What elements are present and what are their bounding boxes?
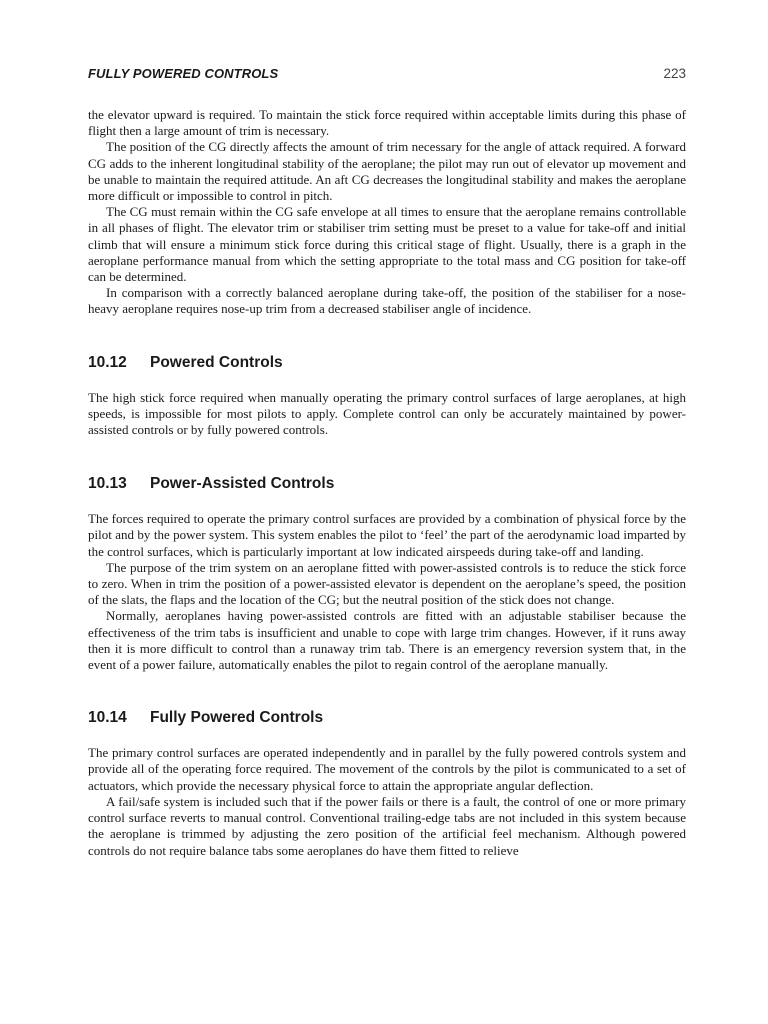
paragraph: The forces required to operate the primary control surfaces are provided by a combination of physical force by the pilot and by the power system. This system enables the pilot to ‘feel’ the part of the aerodynamic load imparted by the control surfaces, which is particularly important at low indicated airspeeds during take-off and landing.: [88, 511, 686, 559]
section-title: Powered Controls: [150, 353, 283, 371]
running-title: FULLY POWERED CONTROLS: [88, 66, 279, 81]
running-header: [88, 66, 686, 86]
section-number: 10.14: [88, 709, 127, 727]
section-heading-10-14: [88, 709, 686, 727]
section-number: 10.13: [88, 475, 127, 493]
paragraph: In comparison with a correctly balanced aeroplane during take-off, the position of the stabiliser for a nose-heavy aeroplane requires nose-up trim from a decreased stabiliser angle of incidence.: [88, 285, 686, 317]
paragraph: The primary control surfaces are operated independently and in parallel by the fully powered controls system and provide all of the operating force required. The movement of the controls by the pilot is communicated to a set of actuators, which provide the necessary physical force to attain the appropriate angular deflection.: [88, 745, 686, 793]
section-heading-10-13: [88, 475, 686, 493]
section-title: Fully Powered Controls: [150, 709, 324, 727]
document-page: [88, 66, 686, 859]
paragraph: The high stick force required when manually operating the primary control surfaces of large aeroplanes, at high speeds, is impossible for most pilots to apply. Complete control can only be accurately maintained by power-assisted controls or by fully powered controls.: [88, 389, 686, 438]
paragraph: The position of the CG directly affects the amount of trim necessary for the angle of attack required. A forward CG adds to the inherent longitudinal stability of the aeroplane; the pilot may run out of elevator up movement and be unable to maintain the required attitude. An aft CG decreases the longitudinal stability and makes the aeroplane more difficult or impossible to control in pitch.: [88, 139, 686, 204]
intro-text: [88, 86, 686, 318]
paragraph: The CG must remain within the CG safe envelope at all times to ensure that the aeroplane remains controllable in all phases of flight. The elevator trim or stabiliser trim setting must be preset to a value for take-off and initial climb that will ensure a minimum stick force during this critical stage of flight. Usually, there is a graph in the aeroplane performance manual from which the setting appropriate to the total mass and CG position for take-off can be determined.: [88, 204, 686, 285]
section-body-10-14: [88, 745, 686, 858]
paragraph: the elevator upward is required. To maintain the stick force required within acceptable limits during this phase of flight then a large amount of trim is necessary.: [88, 107, 686, 139]
section-body-10-13: [88, 511, 686, 673]
paragraph: A fail/safe system is included such that if the power fails or there is a fault, the control of one or more primary control surface reverts to manual control. Conventional trailing-edge tabs are not included in this system because the aeroplane is trimmed by adjusting the zero position of the artificial feel mechanism. Although powered controls do not require balance tabs some aeroplanes do have them fitted to relieve: [88, 793, 686, 858]
section-title: Power-Assisted Controls: [150, 475, 335, 493]
section-heading-10-12: [88, 354, 686, 372]
page-number: 223: [663, 66, 686, 81]
section-body-10-12: [88, 390, 686, 439]
paragraph: The purpose of the trim system on an aeroplane fitted with power-assisted controls is to reduce the stick force to zero. When in trim the position of a power-assisted elevator is dependent on the aeroplane’s speed, the position of the slats, the flaps and the location of the CG; but the neutral position of the stick does not change.: [88, 559, 686, 608]
paragraph: Normally, aeroplanes having power-assisted controls are fitted with an adjustable stabiliser because the effectiveness of the trim tabs is insufficient and unable to cope with large trim changes. However, if it runs away then it is more difficult to control than a runaway trim tab. There is an emergency reversion system that, in the event of a power failure, automatically enables the pilot to regain control of the aeroplane manually.: [88, 608, 686, 673]
section-number: 10.12: [88, 353, 127, 371]
